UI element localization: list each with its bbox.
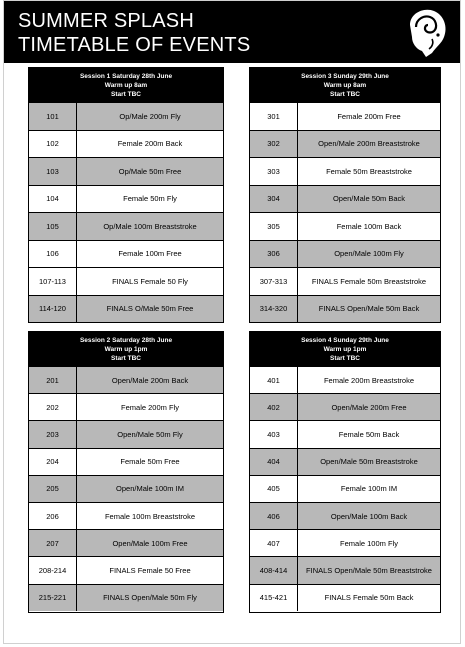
table-row	[29, 393, 223, 420]
session-title: Session 1 Saturday 28th June	[79, 72, 173, 80]
event-name: Open/Male 200m Back	[111, 375, 189, 385]
event-name: Female 100m Free	[118, 249, 182, 259]
page-title-line1: SUMMER SPLASH	[18, 10, 194, 32]
event-number: 306	[250, 241, 298, 268]
event-name: Female 100m Breaststroke	[104, 511, 196, 521]
event-number: 215-221	[29, 585, 77, 611]
event-number: 404	[250, 449, 298, 475]
table-row	[250, 475, 440, 502]
event-name: FINALS Female 50m Breaststroke	[311, 276, 427, 286]
table-row	[250, 212, 440, 240]
event-name: Open/Male 50m Fly	[117, 429, 183, 439]
session-4-table	[249, 331, 441, 613]
page-title-line2: TIMETABLE OF EVENTS	[18, 34, 251, 56]
event-name: Female 50m Fly	[123, 194, 177, 204]
warm-up-time: Warm up 8am	[323, 81, 367, 89]
table-row	[29, 448, 223, 475]
table-row	[29, 502, 223, 529]
event-number: 201	[29, 367, 77, 393]
event-name: Female 50m Back	[338, 429, 400, 439]
table-row	[250, 102, 440, 130]
start-time: Start TBC	[111, 90, 141, 98]
ram-icon	[402, 5, 452, 59]
session-2-table	[28, 331, 224, 613]
event-name: FINALS Open/Male 50m Fly	[103, 593, 197, 603]
table-row	[250, 185, 440, 213]
event-number: 206	[29, 503, 77, 529]
event-number: 106	[29, 241, 77, 268]
session-title: Session 3 Sunday 29th June	[301, 72, 389, 80]
table-row	[250, 502, 440, 529]
event-name: Female 100m Fly	[340, 538, 398, 548]
warm-up-time: Warm up 1pm	[323, 345, 367, 353]
event-name: Female 200m Breaststroke	[323, 375, 415, 385]
event-number: 415-421	[250, 585, 298, 611]
event-number: 104	[29, 186, 77, 213]
event-number: 301	[250, 103, 298, 130]
event-name: FINALS O/Male 50m Free	[106, 304, 194, 314]
event-name: Op/Male 200m Fly	[119, 111, 181, 121]
event-number: 304	[250, 186, 298, 213]
event-number: 103	[29, 158, 77, 185]
event-name: Female 200m Free	[337, 111, 401, 121]
event-name: FINALS Open/Male 50m Back	[318, 304, 420, 314]
session-title: Session 4 Sunday 29th June	[301, 336, 389, 344]
event-number: 203	[29, 421, 77, 447]
warm-up-time: Warm up 1pm	[104, 345, 148, 353]
table-row	[29, 295, 223, 323]
session-1-table	[28, 67, 224, 323]
event-number: 405	[250, 476, 298, 502]
event-number: 407	[250, 530, 298, 556]
event-number: 402	[250, 394, 298, 420]
event-number: 408-414	[250, 557, 298, 583]
event-name: Open/Male 100m Fly	[334, 249, 404, 259]
table-row	[29, 584, 223, 611]
start-time: Start TBC	[330, 354, 360, 362]
event-name: FINALS Female 50 Free	[109, 565, 191, 575]
start-time: Start TBC	[111, 354, 141, 362]
event-number: 102	[29, 131, 77, 158]
start-time: Start TBC	[330, 90, 360, 98]
table-row	[29, 529, 223, 556]
table-row	[29, 240, 223, 268]
event-number: 401	[250, 367, 298, 393]
event-name: Op/Male 100m Breaststroke	[103, 221, 197, 231]
event-name: Female 50m Free	[120, 457, 180, 467]
table-row	[250, 584, 440, 611]
table-row	[250, 529, 440, 556]
table-row	[250, 267, 440, 295]
page-header	[4, 1, 460, 63]
session-title: Session 2 Saturday 28th June	[79, 336, 173, 344]
table-row	[250, 130, 440, 158]
event-name: FINALS Open/Male 50m Breaststroke	[306, 565, 432, 575]
table-row	[250, 366, 440, 393]
session-3-table	[249, 67, 441, 323]
table-row	[29, 366, 223, 393]
table-row	[29, 185, 223, 213]
event-name: FINALS Female 50 Fly	[112, 276, 188, 286]
table-row	[29, 102, 223, 130]
event-name: Op/Male 50m Free	[118, 166, 182, 176]
table-row	[250, 420, 440, 447]
session-2-header	[29, 332, 223, 366]
session-3-header	[250, 68, 440, 102]
event-number: 105	[29, 213, 77, 240]
event-number: 302	[250, 131, 298, 158]
table-row	[29, 420, 223, 447]
event-name: Open/Male 100m Back	[330, 511, 408, 521]
table-row	[250, 157, 440, 185]
event-name: Open/Male 50m Back	[332, 194, 406, 204]
event-number: 305	[250, 213, 298, 240]
event-number: 314-320	[250, 296, 298, 323]
table-row	[250, 448, 440, 475]
event-name: Open/Male 100m Free	[112, 538, 188, 548]
event-name: FINALS Female 50m Back	[324, 593, 414, 603]
table-row	[29, 212, 223, 240]
table-row	[29, 267, 223, 295]
event-name: Open/Male 100m IM	[116, 484, 184, 494]
event-number: 101	[29, 103, 77, 130]
table-row	[250, 240, 440, 268]
table-row	[250, 556, 440, 583]
table-row	[29, 556, 223, 583]
event-number: 403	[250, 421, 298, 447]
event-number: 107-113	[29, 268, 77, 295]
event-name: Female 200m Back	[117, 139, 183, 149]
event-number: 406	[250, 503, 298, 529]
table-row	[250, 393, 440, 420]
event-number: 205	[29, 476, 77, 502]
event-number: 307-313	[250, 268, 298, 295]
table-row	[29, 130, 223, 158]
table-row	[29, 475, 223, 502]
session-4-header	[250, 332, 440, 366]
event-number: 202	[29, 394, 77, 420]
event-name: Female 100m IM	[340, 484, 398, 494]
event-name: Female 100m Back	[336, 221, 402, 231]
event-number: 114-120	[29, 296, 77, 323]
event-name: Female 50m Breaststroke	[326, 166, 412, 176]
table-row	[250, 295, 440, 323]
event-name: Open/Male 200m Free	[331, 402, 407, 412]
session-1-header	[29, 68, 223, 102]
table-row	[29, 157, 223, 185]
event-name: Open/Male 200m Breaststroke	[318, 139, 420, 149]
warm-up-time: Warm up 8am	[104, 81, 148, 89]
event-number: 207	[29, 530, 77, 556]
timetable-page	[3, 0, 461, 644]
event-number: 204	[29, 449, 77, 475]
event-number: 303	[250, 158, 298, 185]
event-name: Open/Male 50m Breaststroke	[320, 457, 418, 467]
event-name: Female 200m Fly	[121, 402, 179, 412]
event-number: 208-214	[29, 557, 77, 583]
